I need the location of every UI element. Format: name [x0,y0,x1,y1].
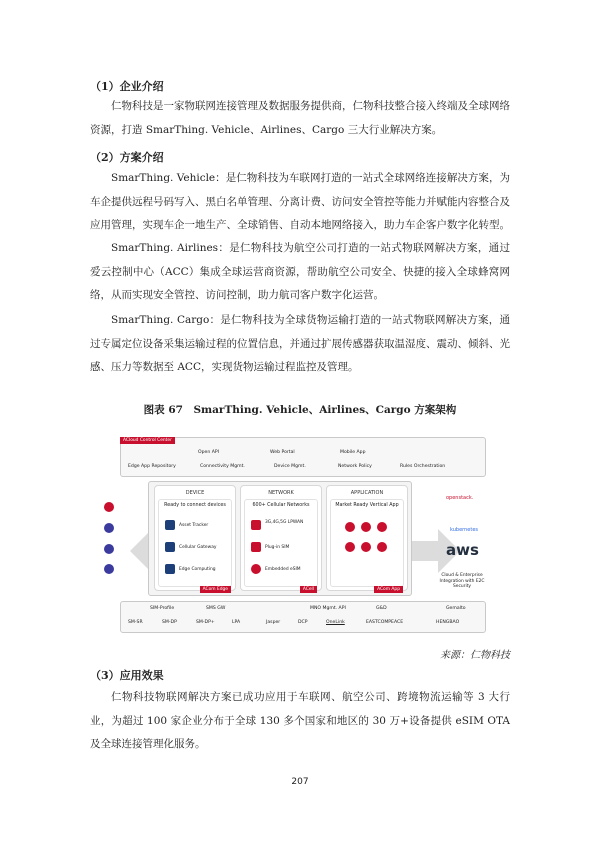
bottom-cell: MNO Mgmt. API [310,606,346,611]
bottom-cell: SIM-Profile [150,606,175,611]
architecture-diagram [90,437,510,635]
top-cell: Open API [198,450,219,455]
carrier-box [120,601,486,633]
device-tag: ACom Edge [200,586,231,593]
paragraph-company-intro: 仁物科技是一家物联网连接管理及数据服务提供商，仁物科技整合接入终端及全球网络资源，打造 SmarThing. Vehicle、Airlines、Cargo 三大行业解决方案。 [90,100,510,136]
device-subpanel [158,499,232,587]
bottom-cell: G&D [376,606,387,611]
top-cell: Web Portal [270,450,295,455]
ship-icon [104,564,114,574]
car-icon [104,502,114,512]
network-header: NETWORK [268,490,294,496]
top-cell: Mobile App [340,450,366,455]
esim-icon [251,564,261,574]
signal-icon [251,520,261,530]
app-icon [377,542,387,552]
paragraph-vehicle: SmarThing. Vehicle：是仁物科技为车联网打造的一站式全球网络连接解决方案，为车企提供远程号码写入、黑白名单管理、分离计费、访问安全管控等能力并赋能内容整合及应用管理，实现车企一地生产、全球销售、自动本地网络接入，助力车企客户数字化转型。 [90,172,510,231]
top-cell: Edge App Repository [128,464,176,469]
bottom-cell: LPA [232,620,241,625]
bottom-cell: SM-DP+ [196,620,215,625]
device-title: Ready to connect devices [164,503,226,508]
top-cell: Device Mgmt. [274,464,306,469]
bottom-cell: SM-SR [128,620,143,625]
device-panel [154,485,236,591]
application-tag: ACom App [374,586,403,593]
acc-tag: ACloud Control Center [120,437,175,444]
openstack-logo: openstack. [446,495,474,501]
top-cell: Connectivity Mgmt. [200,464,245,469]
network-item: Embedded eSIM [265,567,301,572]
plane-icon [104,523,114,533]
bottom-cell: EASTCOMPEACE [366,620,404,625]
bottom-cell: HENGBAO [436,620,460,625]
bottom-cell: Jasper [266,620,281,625]
asset-tracker-icon [165,520,175,530]
network-panel [240,485,322,591]
edge-computing-icon [165,564,175,574]
top-cell: Network Policy [338,464,372,469]
network-item: Plug-in SIM [265,545,290,550]
kubernetes-logo: kubernetes [450,527,479,533]
cellular-gateway-icon [165,542,175,552]
section-heading-3: （3）应用效果 [90,669,164,682]
page-number: 207 [291,777,309,787]
figure-source: 来源：仁物科技 [440,650,510,661]
paragraph-cargo: SmarThing. Cargo：是仁物科技为全球货物运输打造的一站式物联网解决方案，通过专属定位设备采集运输过程的位置信息，并通过扩展传感器获取温湿度、震动、倾斜、光感、压力等数据至 ACC，实现货物运输过程监控及管理。 [90,314,510,373]
application-header: APPLICATION [350,490,384,496]
aws-logo: aws [446,541,479,559]
top-cell: Rules Orchestration [400,464,446,469]
bottom-cell: SM-DP [162,620,177,625]
section-heading-2: （2）方案介绍 [90,151,164,164]
app-icon [361,522,371,532]
app-icon [377,522,387,532]
paragraph-results: 仁物科技物联网解决方案已成功应用于车联网、航空公司、跨境物流运输等 3 大行业，为超过 100 家企业分布于全球 130 多个国家和地区的 30 万+设备提供 eSIM OTA 及全球连接管理化服务。 [90,691,510,750]
application-panel [326,485,408,591]
application-subpanel [330,499,404,587]
truck-icon [104,544,114,554]
network-title: 600+ Cellular Networks [252,503,310,508]
network-tag: ACell [300,586,317,593]
app-icon [345,542,355,552]
cloud-caption: Cloud & Enterprise Integration with E2C Security [439,573,485,589]
device-item: Cellular Gateway [179,545,217,550]
bottom-cell: SMS GW [206,606,226,611]
application-title: Market Ready Vertical App [335,503,399,508]
device-header: DEVICE [185,490,205,496]
network-item: 3G,4G,5G LPWAN [265,520,304,525]
device-item: Asset Tracker [179,523,209,528]
section-heading-1: （1）企业介绍 [90,80,164,93]
app-icon [361,542,371,552]
bottom-cell: OneLink [326,620,345,625]
bottom-cell: Gemalto [446,606,466,611]
figure-caption: 图表 67 SmarThing. Vehicle、Airlines、Cargo 方案架构 [143,404,457,416]
app-icon [345,522,355,532]
network-subpanel [244,499,318,587]
sim-icon [251,542,261,552]
device-item: Edge Computing [179,567,216,572]
paragraph-airlines: SmarThing. Airlines：是仁物科技为航空公司打造的一站式物联网解决方案，通过爱云控制中心（ACC）集成全球运营商资源，帮助航空公司安全、快捷的接入全球蜂窝网络，从而实现安全管控、访问控制，助力航司客户数字化运营。 [90,242,510,301]
bottom-cell: DCP [298,620,308,625]
